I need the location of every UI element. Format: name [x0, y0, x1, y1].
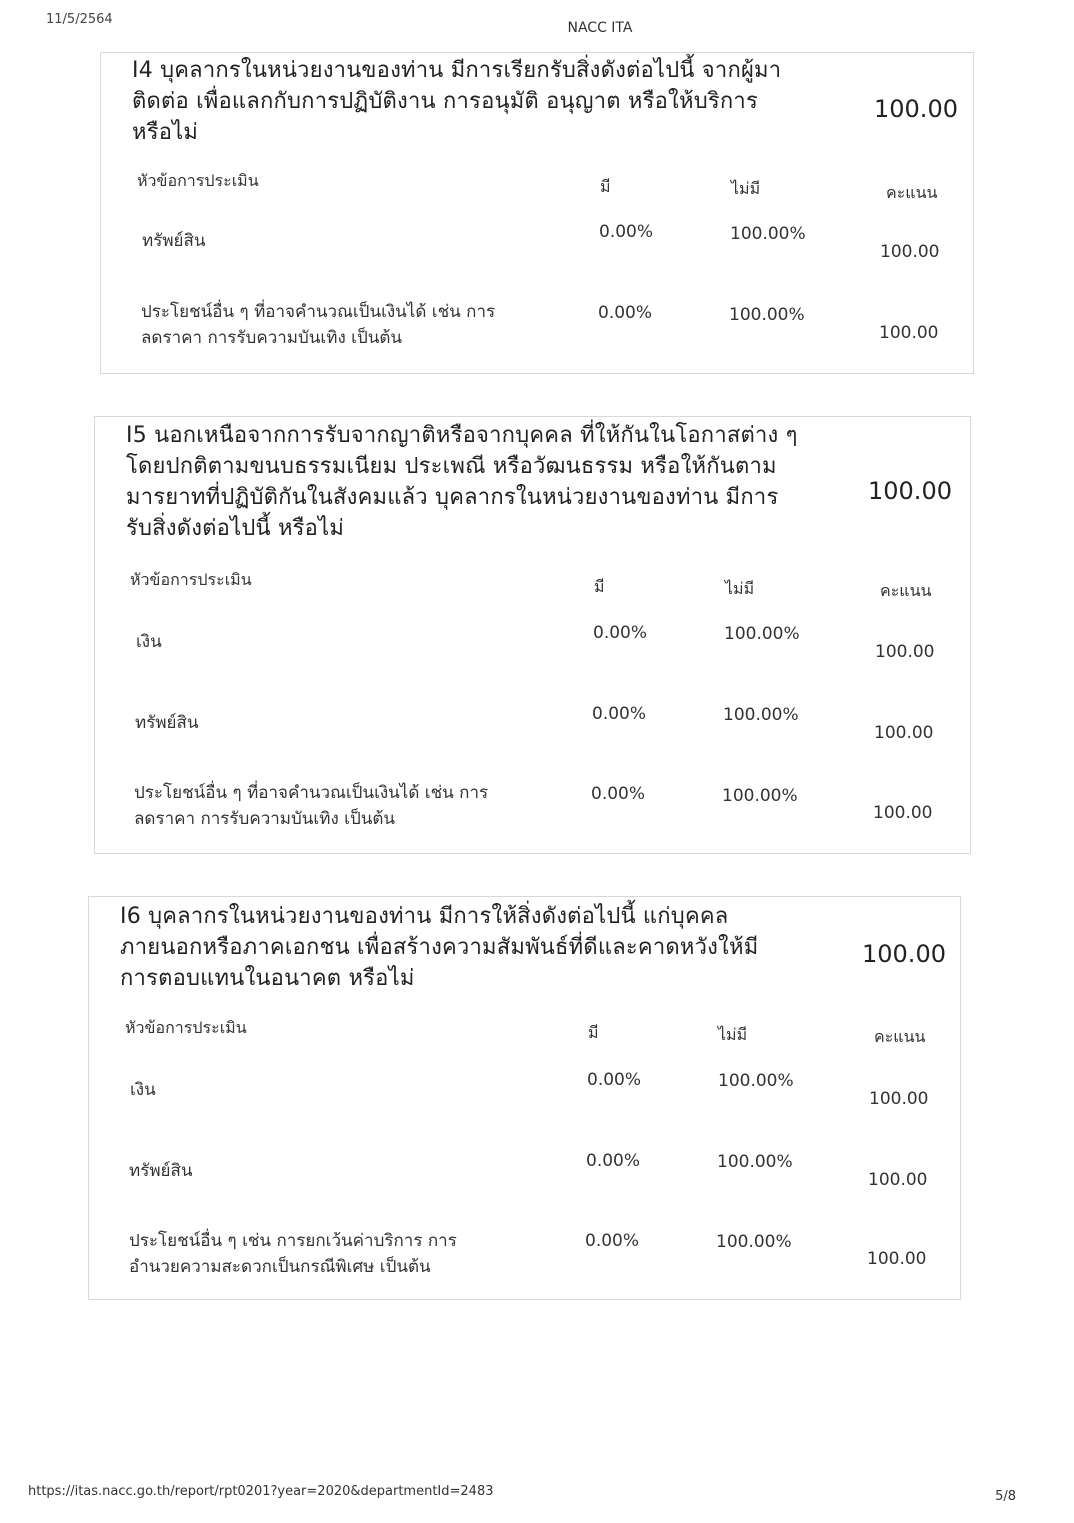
item-label: ทรัพย์สิน — [135, 713, 199, 733]
footer-url-link[interactable]: https://itas.nacc.go.th/report/rpt0201?year=2020&departmentId=2483 — [28, 1484, 494, 1499]
item-score: 100.00 — [868, 1170, 928, 1190]
item-label: ประโยชน์อื่น ๆ ที่อาจคำนวณเป็นเงินได้ เช่น การ ลดราคา การรับความบันเทิง เป็นต้น — [141, 302, 496, 348]
column-topic: หัวข้อการประเมิน — [125, 1018, 247, 1037]
column-yes: มี — [588, 1023, 599, 1042]
question-card-i5 — [94, 416, 971, 854]
question-line: การตอบแทนในอนาคต หรือไม่ — [120, 966, 415, 991]
column-yes: มี — [594, 577, 605, 596]
page-number: 5/8 — [995, 1489, 1016, 1504]
item-yes: 0.00% — [585, 1231, 640, 1251]
item-no: 100.00% — [730, 224, 806, 244]
item-score: 100.00 — [880, 242, 940, 262]
item-yes: 0.00% — [587, 1070, 642, 1090]
question-line: I6 บุคลากรในหน่วยงานของท่าน มีการให้สิ่งดังต่อไปนี้ แก่บุคคล — [120, 904, 729, 929]
item-score: 100.00 — [867, 1249, 927, 1269]
column-score: คะแนน — [880, 581, 932, 600]
question-line: I4 บุคลากรในหน่วยงานของท่าน มีการเรียกรับสิ่งดังต่อไปนี้ จากผู้มา — [132, 58, 782, 83]
question-line: โดยปกติตามขนบธรรมเนียม ประเพณี หรือวัฒนธรรม หรือให้กันตาม — [126, 454, 777, 479]
question-score: 100.00 — [874, 95, 958, 123]
column-yes: มี — [600, 177, 611, 196]
question-score: 100.00 — [868, 477, 952, 505]
question-text — [126, 420, 798, 544]
item-no: 100.00% — [724, 624, 800, 644]
column-score: คะแนน — [874, 1027, 926, 1046]
question-line: หรือไม่ — [132, 120, 199, 145]
question-line: ภายนอกหรือภาคเอกชน เพื่อสร้างความสัมพันธ์ที่ดีและคาดหวังให้มี — [120, 935, 759, 960]
question-line: รับสิ่งดังต่อไปนี้ หรือไม่ — [126, 516, 345, 541]
item-score: 100.00 — [873, 803, 933, 823]
question-text — [132, 55, 781, 148]
column-topic: หัวข้อการประเมิน — [130, 570, 252, 589]
item-yes: 0.00% — [593, 623, 648, 643]
item-yes: 0.00% — [592, 704, 647, 724]
header-date: 11/5/2564 — [46, 12, 113, 27]
item-no: 100.00% — [722, 786, 798, 806]
item-no: 100.00% — [729, 305, 805, 325]
item-yes: 0.00% — [586, 1151, 641, 1171]
item-label: ประโยชน์อื่น ๆ ที่อาจคำนวณเป็นเงินได้ เช่น การ ลดราคา การรับความบันเทิง เป็นต้น — [134, 783, 489, 829]
item-label: ทรัพย์สิน — [142, 231, 206, 251]
question-line: I5 นอกเหนือจากการรับจากญาติหรือจากบุคคล ที่ให้กันในโอกาสต่าง ๆ — [126, 423, 798, 448]
column-no: ไม่มี — [731, 179, 761, 198]
header-title: NACC ITA — [567, 20, 633, 36]
item-yes: 0.00% — [598, 303, 653, 323]
item-yes: 0.00% — [599, 222, 654, 242]
item-yes: 0.00% — [591, 784, 646, 804]
item-score: 100.00 — [869, 1089, 929, 1109]
item-label: ประโยชน์อื่น ๆ เช่น การยกเว้นค่าบริการ การ อำนวยความสะดวกเป็นกรณีพิเศษ เป็นต้น — [129, 1231, 457, 1277]
item-score: 100.00 — [879, 323, 939, 343]
question-score: 100.00 — [862, 940, 946, 968]
item-no: 100.00% — [723, 705, 799, 725]
column-no: ไม่มี — [718, 1025, 748, 1044]
question-card-i6 — [88, 896, 961, 1300]
item-no: 100.00% — [718, 1071, 794, 1091]
item-no: 100.00% — [716, 1232, 792, 1252]
item-no: 100.00% — [717, 1152, 793, 1172]
question-line: มารยาทที่ปฏิบัติกันในสังคมแล้ว บุคลากรในหน่วยงานของท่าน มีการ — [126, 485, 779, 510]
question-text — [120, 901, 758, 994]
column-score: คะแนน — [886, 183, 938, 202]
column-no: ไม่มี — [725, 579, 755, 598]
question-card-i4 — [100, 52, 974, 374]
column-topic: หัวข้อการประเมิน — [137, 171, 259, 190]
item-label: เงิน — [130, 1080, 156, 1100]
item-score: 100.00 — [875, 642, 935, 662]
item-label: ทรัพย์สิน — [129, 1161, 193, 1181]
item-label: เงิน — [136, 632, 162, 652]
item-score: 100.00 — [874, 723, 934, 743]
question-line: ติดต่อ เพื่อแลกกับการปฏิบัติงาน การอนุมัติ อนุญาต หรือให้บริการ — [132, 89, 758, 114]
